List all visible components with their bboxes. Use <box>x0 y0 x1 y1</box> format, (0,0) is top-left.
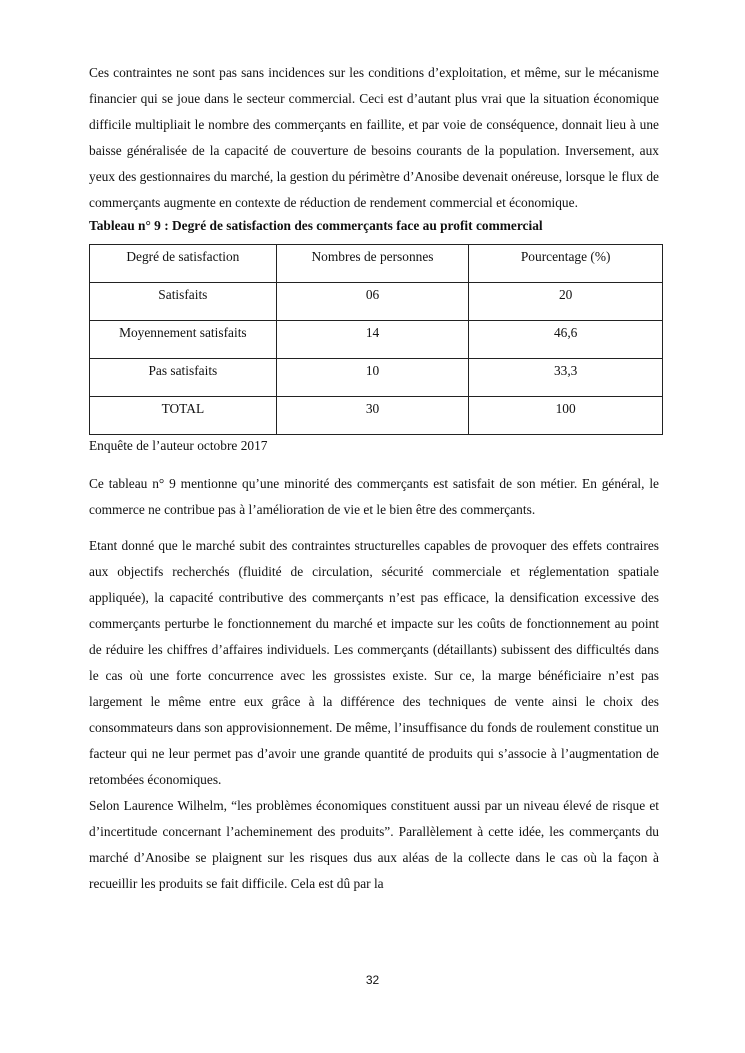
table-cell: 10 <box>276 359 469 397</box>
table-cell: 100 <box>469 397 663 435</box>
table-row <box>90 283 663 321</box>
header-cell: Degré de satisfaction <box>90 245 277 283</box>
paragraph-1: Ces contraintes ne sont pas sans incidences sur les conditions d’exploitation, et même, sur le mécanisme financier qui se joue dans le secteur commercial. Ceci est d’autant plus vrai que la situation économique difficile multipliait le nombre des commerçants en faillite, et par voie de conséquence, donnait lieu à une baisse généralisée de la capacité de couverture de besoins courants de la population. Inversement, aux yeux des gestionnaires du marché, la gestion du périmètre d’Anosibe devenait onéreuse, lorsque le flux de commerçants augmente en contexte de réduction de rendement commercial et économique. <box>89 65 659 210</box>
page-number: 32 <box>365 973 380 987</box>
table-cell: 14 <box>276 321 469 359</box>
table-cell: Moyennement satisfaits <box>90 321 277 359</box>
table-source: Enquête de l’auteur octobre 2017 <box>89 438 268 453</box>
table-total-row <box>90 397 663 435</box>
paragraph-4: Selon Laurence Wilhelm, “les problèmes économiques constituent aussi par un niveau élevé de risque et d’incertitude concernant l’acheminement des produits”. Parallèlement à cette idée, les commerçants du marché d’Anosibe se plaignent sur les risques dus aux aléas de la collecte dans le cas où la façon à recueillir les produits se fait difficile. Cela est dû par la <box>89 798 659 891</box>
document-page <box>89 60 659 897</box>
table-cell: 30 <box>276 397 469 435</box>
table-cell: 46,6 <box>469 321 663 359</box>
table-header-row <box>90 245 663 283</box>
header-cell: Pourcentage (%) <box>469 245 663 283</box>
table-caption: Tableau n° 9 : Degré de satisfaction des commerçants face au profit commercial <box>89 218 543 233</box>
table-cell: TOTAL <box>90 397 277 435</box>
table-cell: Pas satisfaits <box>90 359 277 397</box>
table-cell: 20 <box>469 283 663 321</box>
paragraph-3: Etant donné que le marché subit des contraintes structurelles capables de provoquer des effets contraires aux objectifs recherchés (fluidité de circulation, sécurité commerciale et réglementation spatiale appliquée), la capacité contributive des commerçants n’est pas efficace, la densification excessive des commerçants perturbe le fonctionnement du marché et impacte sur les coûts de fonctionnement au point de réduire les chiffres d’affaires individuels. Les commerçants (détaillants) subissent des difficultés dans le cas où une forte concurrence avec les grossistes existe. Sur ce, la marge bénéficiaire n’est pas largement le même entre eux grâce à la différence des techniques de vente ainsi le choix des consommateurs dans son approvisionnement. De même, l’insuffisance du fonds de roulement constitue un facteur qui ne leur permet pas d’avoir une grande quantité de produits qui s’associe à l’augmentation de retombées économiques. <box>89 538 659 787</box>
table-row <box>90 359 663 397</box>
table-row <box>90 321 663 359</box>
table-cell: 06 <box>276 283 469 321</box>
paragraph-2: Ce tableau n° 9 mentionne qu’une minorité des commerçants est satisfait de son métier. En général, le commerce ne contribue pas à l’amélioration de vie et le bien être des commerçants. <box>89 476 659 517</box>
header-cell: Nombres de personnes <box>276 245 469 283</box>
table-cell: 33,3 <box>469 359 663 397</box>
satisfaction-table <box>89 244 663 435</box>
table-cell: Satisfaits <box>90 283 277 321</box>
